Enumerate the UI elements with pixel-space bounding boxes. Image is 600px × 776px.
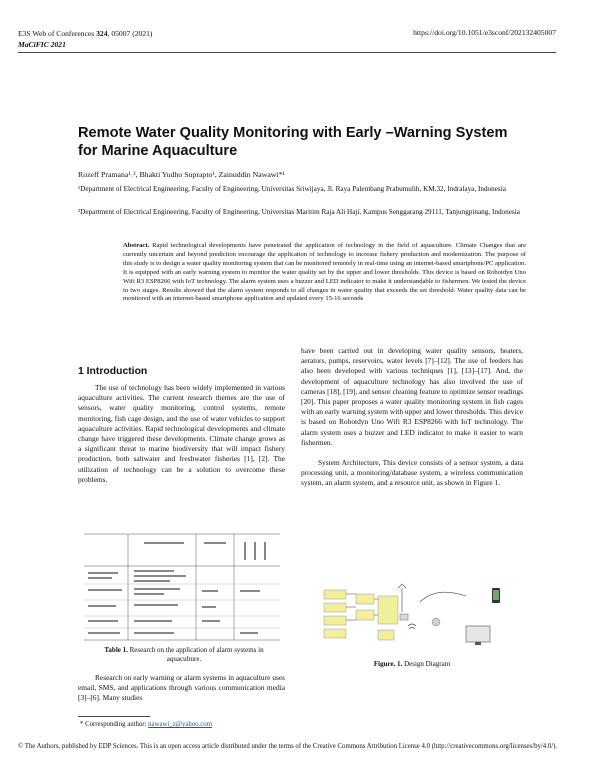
conference-name: MaCiFIC 2021: [18, 40, 66, 49]
footnote-prefix: * Corresponding author:: [80, 721, 149, 728]
figure-1-label: Figure. 1.: [373, 660, 403, 668]
author-email-link[interactable]: nawawi_z@yahoo.com: [148, 721, 212, 728]
author-list: Rozeff Pramana¹˒², Bhakti Yudho Suprapto¹, Zainuddin Nawawi*¹: [78, 170, 285, 179]
journal-name: E3S Web of Conferences: [18, 29, 95, 38]
abstract: [123, 242, 526, 304]
figure-1-diagram: [316, 582, 512, 654]
figure-1-caption-text: Design Diagram: [402, 660, 451, 668]
left-column-continued: [78, 673, 285, 704]
left-column: [78, 383, 285, 485]
section-heading-introduction: 1 Introduction: [78, 366, 148, 377]
table-1-caption: [94, 646, 274, 664]
doi-link[interactable]: https://doi.org/10.1051/e3sconf/202132405007: [413, 28, 556, 37]
article-number: , 05007 (2021): [107, 29, 153, 38]
header-divider: [18, 52, 556, 53]
paper-title: Remote Water Quality Monitoring with Early –Warning System for Marine Aquaculture: [78, 125, 508, 159]
paragraph: have been carried out in developing water quality sensors, heaters, aerators, pumps, reservoirs, water levels [7]–[12]. The use of feeders has also been developed with various techniques [1], [13]–[17]. And, the development of aquaculture technology has also involved the use of cameras [18], [19], and sensor cleaning feature to optimize sensor readings [20]. This paper proposes a water quality monitoring system in fish cages with an early warning system with upper and lower thresholds. This device is based on Robotdyn Uno Wifi R3 ESP8266 with IoT technology. The alarm system uses a buzzer and LED indicator to make it easier to warn fishermen.: [301, 346, 523, 447]
paragraph: The use of technology has been widely implemented in various aquaculture activities. The current research themes are the use of sensors, water quality monitoring, control systems, remote monitoring, fish cage design, and the use of water vehicles to support aquaculture activities. Rapid technological developments and climate change have triggered these developments. Climate change grows as a significant threat to marine biodiversity that will impact fishery production, both saltwater and freshwater fisheries [1], [2]. The utilization of technology can be a solution to overcome these problems.: [78, 383, 285, 484]
right-column: [301, 346, 523, 489]
paragraph: Research on early warning or alarm systems in aquaculture uses email, SMS, and applications through various communication media [3]–[6]. Many studies: [78, 673, 285, 703]
table-1-image: [84, 532, 280, 642]
corresponding-author-footnote: [80, 721, 212, 728]
affiliation-2: ²Department of Electrical Engineering, Faculty of Engineering, Universitas Maritim Raja Ali Haji, Kampus Senggarang 29111, Tanjungpinang, Indonesia: [78, 208, 520, 216]
figure-1-caption: [301, 660, 523, 668]
table-1-label: Table 1.: [104, 646, 128, 654]
affiliation-1: ¹Department of Electrical Engineering, Faculty of Engineering, Universitas Sriwijaya, Jl. Raya Palembang Prabumulih, KM.32, Indralaya, Indonesia: [78, 185, 506, 193]
volume: 324: [96, 29, 108, 38]
abstract-label: Abstract.: [123, 242, 150, 249]
license-footer: © The Authors, published by EDP Sciences. This is an open access article distributed under the terms of the Creative Commons Attribution License 4.0 (http://creativecommons.org/licenses/by/4.0/).: [18, 743, 558, 750]
footnote-divider: [78, 716, 150, 717]
table-1-caption-text: Research on the application of alarm systems in aquaculture.: [127, 646, 264, 663]
abstract-text: Rapid technological developments have penetrated the application of technology in the field of aquaculture. Climate Changes that are currently uncertain and beyond prediction encourage the application of technology to increase fishery production and modernization. The purpose of this study is to design a water quality monitoring system that can be monitored remotely in real-time using an internet-based smartphone/PC application. It is equipped with an early warning system to monitor the water quality set by the upper and lower thresholds. This device is based on Robotdyn Uno Wifi R3 ESP8266 with IoT technology. The alarm system uses a buzzer and LED indicator to make it understandable to fishermen. We tested the device in two stages. Results showed that the alarm system responds to all changes in water quality that exceeds the set threshold. Water quality data can be monitored with an internet-based smartphone application and updated every 15-16 seconds: [123, 242, 526, 303]
running-header: [18, 28, 152, 50]
paragraph: System Architecture, This device consists of a sensor system, a data processing unit, a monitoring/database system, a wireless communication system, an alarm system, and a resource unit, as shown in Figure 1.: [301, 458, 523, 488]
